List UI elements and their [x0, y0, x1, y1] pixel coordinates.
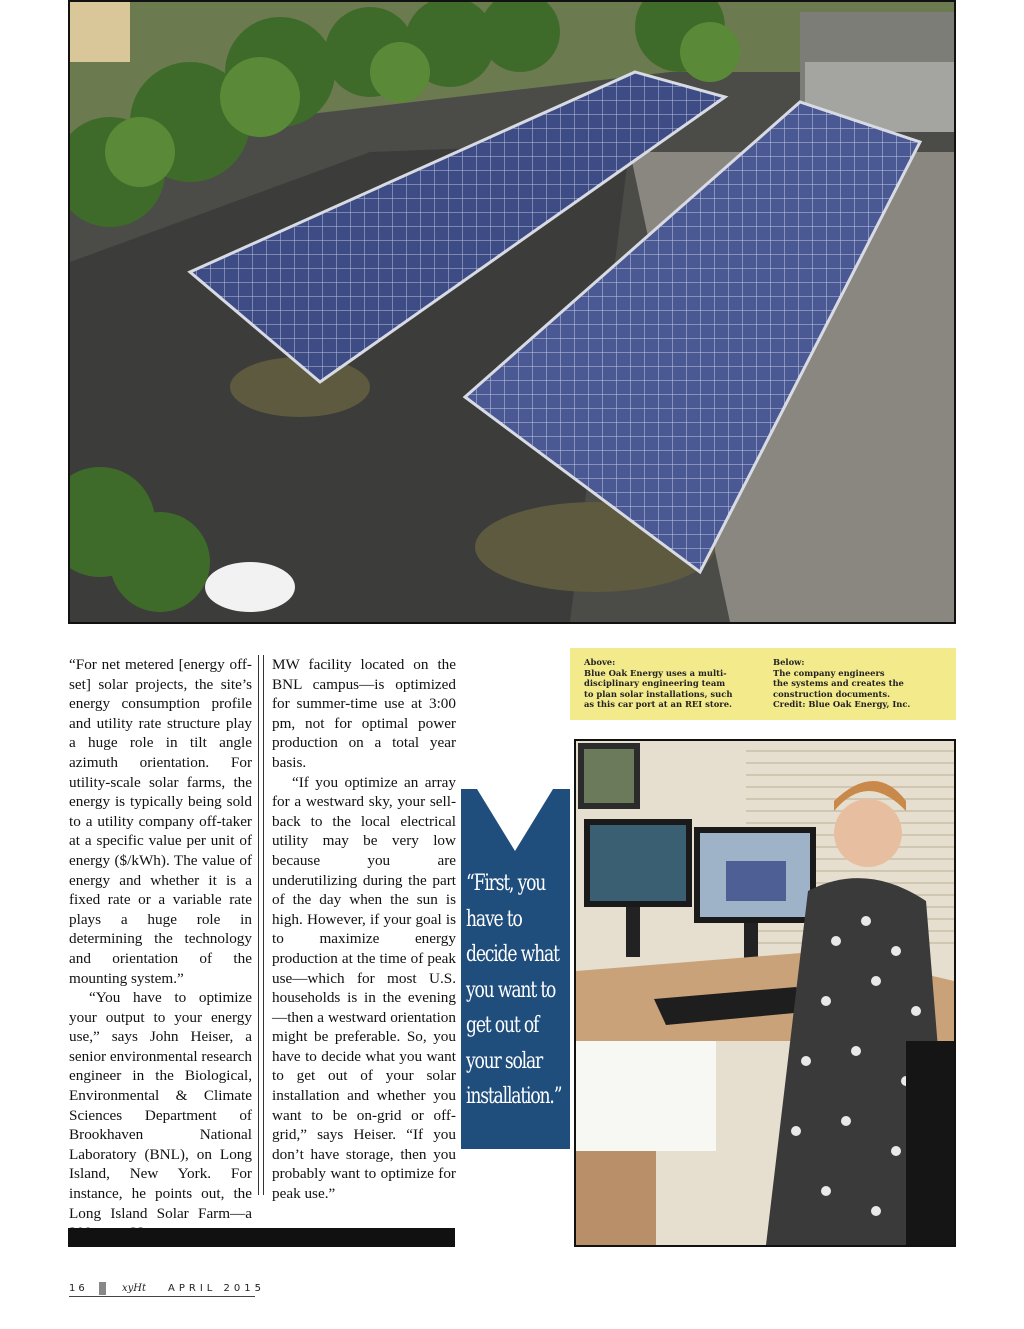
page-footer: [69, 1280, 265, 1296]
pull-quote-line: you want to: [466, 977, 556, 1003]
paragraph: “You have to optimize your output to your energy use,” says John Heiser, a senior environmental research engineer in the Biological, Environmental & Climate Sciences Department of Brookhaven National Laboratory (BNL), on Long Island, New York. For instance, he points out, the Long Island Solar Farm—a: [69, 989, 253, 1222]
caption-above: [584, 657, 754, 710]
caption-line: The company engineers: [773, 667, 885, 678]
paragraph: MW facility located on the BNL campus—is optimized for summer-time use at 3:00 pm, not for optimal power production on a total year basis.: [272, 656, 456, 771]
engineer-workstation-photo: [574, 739, 956, 1247]
caption-heading: Below:: [773, 657, 805, 667]
caption-line: as this car port at an REI store.: [584, 699, 732, 709]
pull-quote-notch: [477, 789, 553, 851]
page-number: 16: [69, 1282, 88, 1294]
column-divider: [258, 655, 264, 1195]
bottom-bar: [68, 1228, 455, 1247]
footer-square-icon: [99, 1282, 106, 1295]
caption-line: to plan solar installations, such: [584, 688, 733, 699]
caption-line: disciplinary engineering team: [584, 678, 726, 688]
pull-quote: [466, 866, 562, 1115]
caption-below: [773, 657, 943, 710]
caption-line: construction documents.: [773, 688, 891, 699]
caption-line: Credit: Blue Oak Energy, Inc.: [773, 699, 911, 709]
caption-line: Blue Oak Energy uses a multi-: [584, 667, 727, 678]
pull-quote-line: have to: [466, 906, 522, 932]
pull-quote-line: decide what: [466, 942, 559, 967]
pull-quote-line: installation.”: [466, 1084, 562, 1109]
caption-heading: Above:: [584, 657, 616, 667]
solar-carport-photo: [68, 0, 956, 624]
pull-quote-line: get out of: [466, 1013, 539, 1038]
magazine-name: xyHt: [122, 1282, 147, 1294]
article-column-2: [272, 655, 456, 1204]
pull-quote-line: your solar: [466, 1048, 543, 1074]
article-column-1: [69, 655, 252, 1243]
footer-rule: [69, 1296, 255, 1297]
issue-date: APRIL 2015: [168, 1282, 265, 1294]
paragraph: “If you optimize an array for a westward sky, your sell-back to the local electrical utility may be very low because you are underutilizing during the part of the day when the sun is high. However, if your goal is to maximize energy production at the time of peak use—which for most U.S. households is in the evening—then a westward orientation might be preferable. So, you have to decide what you want to get out of your solar installation and whether you want to be on-grid or off-grid,” says Heiser. “If you don’t have storage, then you probably want to optimize for peak use.”: [272, 773, 456, 1203]
caption-line: the systems and creates the: [773, 678, 904, 688]
pull-quote-line: “First, you: [466, 871, 546, 896]
paragraph: “For net metered [energy off-set] solar projects, the site’s energy consumption profile and utility rate structure play a huge role in tilt angle azimuth orientation. For utility-scale solar farms, the energy is typically being sold to a utility company off-taker at a specific value per unit of energy ($/kWh). The value of energy and whether it is a fixed rate or a variable rate plays a huge role in determining the technology and orientation of the mounting system.”: [69, 656, 252, 987]
